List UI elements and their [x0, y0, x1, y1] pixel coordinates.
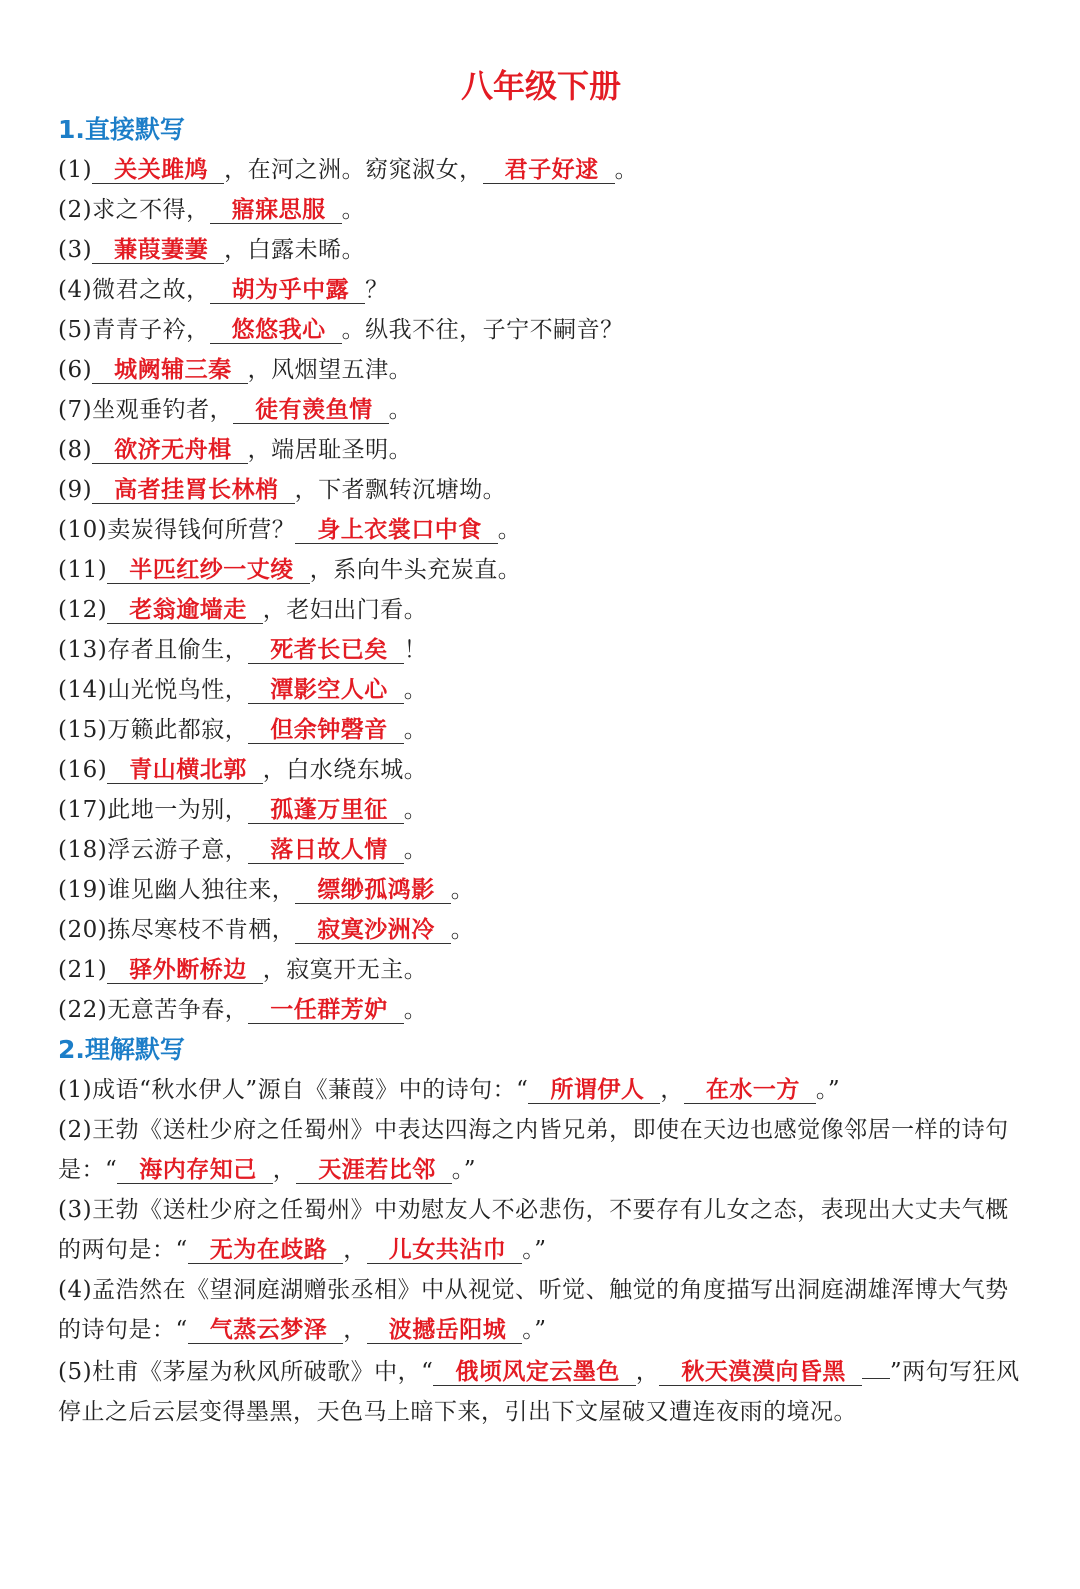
prompt-text: 无意苦争春，: [107, 997, 249, 1023]
prompt-text: ？: [365, 277, 389, 303]
prompt-text: ”两句写狂风停止之后云层变得墨黑，天色马上暗下来，引出下文屋破又遭连夜雨的境况。: [58, 1359, 1020, 1425]
fill-blank-item: [58, 310, 1024, 350]
item-number: (8): [58, 437, 93, 463]
prompt-text: 。: [403, 837, 428, 863]
answer-blank: [295, 877, 451, 904]
answer-text: 潭影空人心: [270, 677, 388, 703]
answer-text: 君子好逑: [504, 157, 599, 183]
answer-text: 死者长已矣: [270, 637, 388, 663]
prompt-text: 。”: [522, 1317, 547, 1343]
fill-blank-item: [58, 630, 1024, 670]
answer-text: 关关雎鸠: [114, 157, 209, 183]
item-number: (13): [58, 637, 108, 663]
prompt-text: 。: [403, 677, 428, 703]
answer-blank: [188, 1317, 344, 1344]
section-heading: 1.直接默写: [58, 115, 185, 144]
item-number: (16): [58, 757, 108, 783]
prompt-text: ，白露未晞。: [224, 237, 366, 263]
fill-blank-item: [58, 510, 1024, 550]
fill-blank-item: [58, 1350, 1024, 1432]
answer-blank: [248, 717, 404, 744]
prompt-text: ，端居耻圣明。: [247, 437, 413, 463]
answer-blank: [248, 997, 404, 1024]
prompt-text: 微君之故，: [92, 277, 210, 303]
prompt-text: ，白水绕东城。: [262, 757, 428, 783]
fill-blank-item: [58, 390, 1024, 430]
fill-blank-item: [58, 1270, 1024, 1350]
answer-text: 老翁逾墙走: [129, 597, 247, 623]
answer-blank: [296, 1157, 452, 1184]
answer-text: 寂寞沙洲冷: [317, 917, 435, 943]
fill-blank-item: [58, 710, 1024, 750]
item-number: (5): [58, 317, 93, 343]
answer-text: 缥缈孤鸿影: [317, 877, 435, 903]
answer-text: 欲济无舟楫: [114, 437, 232, 463]
fill-blank-item: [58, 1190, 1024, 1270]
answer-blank: [248, 797, 404, 824]
section-heading: 2.理解默写: [58, 1035, 185, 1064]
fill-blank-item: [58, 830, 1024, 870]
prompt-text: ，: [272, 1157, 297, 1183]
prompt-text: 。”: [522, 1237, 547, 1263]
prompt-text: 王勃《送杜少府之任蜀州》中表达四海之内皆兄弟，即使在天边也感觉像邻居一样的诗句是：“: [58, 1117, 1009, 1183]
item-number: (12): [58, 597, 108, 623]
prompt-text: 此地一为别，: [107, 797, 249, 823]
fill-blank-item: [58, 990, 1024, 1030]
prompt-text: 谁见幽人独往来，: [107, 877, 296, 903]
prompt-text: ，老妇出门看。: [262, 597, 428, 623]
answer-blank: [248, 677, 404, 704]
prompt-text: 。纵我不往，子宁不嗣音？: [341, 317, 624, 343]
fill-blank-item: [58, 1110, 1024, 1190]
prompt-text: 。”: [451, 1157, 477, 1183]
answer-blank: [107, 757, 263, 784]
prompt-text: ，风烟望五津。: [247, 357, 413, 383]
prompt-text: 。: [614, 157, 639, 183]
item-number: (19): [58, 877, 108, 903]
answer-text: 气蒸云梦泽: [209, 1317, 328, 1343]
prompt-text: 青青子衿，: [92, 317, 210, 343]
item-number: (15): [58, 717, 108, 743]
item-number: (5): [58, 1359, 93, 1385]
answer-text: 驿外断桥边: [129, 957, 247, 983]
item-number: (3): [58, 237, 93, 263]
answer-text: 儿女共沾巾: [388, 1237, 507, 1263]
answer-text: 身上衣裳口中食: [317, 517, 482, 543]
worksheet-page: [0, 62, 1080, 1589]
fill-blank-item: [58, 790, 1024, 830]
fill-blank-item: [58, 950, 1024, 990]
page-title: 八年级下册: [460, 67, 621, 105]
answer-text: 一任群芳妒: [270, 997, 388, 1023]
answer-blank: [367, 1317, 523, 1344]
item-number: (6): [58, 357, 93, 383]
answer-text: 在水一方: [705, 1077, 800, 1103]
prompt-text: 求之不得，: [92, 197, 210, 223]
fill-blank-item: [58, 270, 1024, 310]
answer-blank: [107, 557, 310, 584]
answer-text: 悠悠我心: [231, 317, 326, 343]
answer-blank: [248, 637, 404, 664]
item-number: (11): [58, 557, 108, 583]
answer-blank: [92, 157, 224, 184]
fill-blank-item: [58, 1070, 1024, 1110]
fill-blank-item: [58, 230, 1024, 270]
fill-blank-item: [58, 590, 1024, 630]
item-number: (21): [58, 957, 108, 983]
prompt-text: 卖炭得钱何所营？: [107, 517, 296, 543]
prompt-text: 杜甫《茅屋为秋风所破歌》中，“: [92, 1359, 434, 1385]
prompt-text: ，在河之洲。窈窕淑女，: [224, 157, 483, 183]
prompt-text: 。”: [815, 1077, 841, 1103]
answer-blank: [483, 157, 615, 184]
item-number: (14): [58, 677, 108, 703]
prompt-text: ！: [403, 637, 428, 663]
fill-blank-item: [58, 670, 1024, 710]
answer-text: 蒹葭萋萋: [114, 237, 209, 263]
fill-blank-item: [58, 870, 1024, 910]
answer-text: 城阙辅三秦: [114, 357, 232, 383]
fill-blank-item: [58, 430, 1024, 470]
answer-text: 但余钟磬音: [270, 717, 388, 743]
answer-text: 秋天漠漠向昏黑: [681, 1359, 846, 1385]
answer-blank: [248, 837, 404, 864]
answer-text: 海内存知己: [139, 1157, 257, 1183]
answer-text: 徒有羡鱼情: [255, 397, 373, 423]
fill-blank-item: [58, 350, 1024, 390]
prompt-text: 浮云游子意，: [107, 837, 249, 863]
fill-blank-item: [58, 910, 1024, 950]
fill-blank-item: [58, 190, 1024, 230]
answer-blank: [92, 477, 295, 504]
item-number: (1): [58, 1077, 93, 1103]
item-number: (20): [58, 917, 108, 943]
fill-blank-item: [58, 750, 1024, 790]
answer-blank: [233, 397, 389, 424]
prompt-text: 万籁此都寂，: [107, 717, 249, 743]
item-number: (10): [58, 517, 108, 543]
item-number: (7): [58, 397, 93, 423]
item-number: (17): [58, 797, 108, 823]
answer-text: 孤蓬万里征: [270, 797, 388, 823]
prompt-text: ，: [343, 1317, 367, 1343]
answer-blank: [684, 1077, 816, 1104]
answer-text: 落日故人情: [270, 837, 388, 863]
answer-blank: [659, 1359, 862, 1386]
item-number: (9): [58, 477, 93, 503]
prompt-text: 成语“秋水伊人”源自《蒹葭》中的诗句：“: [92, 1077, 529, 1103]
answer-text: 高者挂罥长林梢: [114, 477, 279, 503]
prompt-text: 孟浩然在《望洞庭湖赠张丞相》中从视觉、听觉、触觉的角度描写出洞庭湖雄浑博大气势的诗句是：“: [58, 1277, 1009, 1343]
prompt-text: ，寂寞开无主。: [262, 957, 428, 983]
prompt-text: ，: [343, 1237, 367, 1263]
answer-text: 所谓伊人: [550, 1077, 645, 1103]
answer-text: 俄顷风定云墨色: [455, 1359, 620, 1385]
item-number: (22): [58, 997, 108, 1023]
answer-blank: [188, 1237, 344, 1264]
answer-blank: [433, 1359, 636, 1386]
prompt-text: 。: [388, 397, 413, 423]
answer-blank: [295, 917, 451, 944]
answer-blank: [528, 1077, 660, 1104]
prompt-text: ，: [635, 1359, 660, 1385]
answer-blank: [295, 517, 498, 544]
fill-blank-item: [58, 150, 1024, 190]
prompt-text: 。: [403, 717, 428, 743]
worksheet-content: [58, 110, 1024, 1432]
answer-text: 无为在歧路: [209, 1237, 328, 1263]
prompt-text: ，: [660, 1077, 684, 1103]
item-number: (3): [58, 1197, 93, 1223]
answer-blank: [92, 437, 248, 464]
fill-blank-item: [58, 470, 1024, 510]
answer-text: 寤寐思服: [231, 197, 326, 223]
prompt-text: 。: [341, 197, 366, 223]
answer-blank: [117, 1157, 273, 1184]
answer-blank: [92, 357, 248, 384]
answer-text: 波撼岳阳城: [388, 1317, 507, 1343]
prompt-text: 。: [403, 797, 428, 823]
fill-blank-item: [58, 550, 1024, 590]
prompt-text: 。: [403, 997, 428, 1023]
item-number: (4): [58, 1277, 93, 1303]
prompt-text: 。: [450, 877, 475, 903]
prompt-text: 存者且偷生，: [107, 637, 249, 663]
answer-text: 青山横北郭: [129, 757, 247, 783]
answer-blank: [107, 597, 263, 624]
item-number: (2): [58, 197, 93, 223]
prompt-text: ，系向牛头充炭直。: [309, 557, 522, 583]
answer-text: 天涯若比邻: [318, 1157, 436, 1183]
item-number: (18): [58, 837, 108, 863]
answer-blank: [210, 317, 342, 344]
answer-text: 半匹红纱一丈绫: [129, 557, 294, 583]
answer-blank: [210, 277, 366, 304]
prompt-text: 王勃《送杜少府之任蜀州》中劝慰友人不必悲伤，不要存有儿女之态，表现出大丈夫气概的两句是：“: [58, 1197, 1009, 1263]
prompt-text: 山光悦鸟性，: [107, 677, 249, 703]
answer-blank: [92, 237, 224, 264]
answer-text: 胡为乎中露: [231, 277, 350, 303]
item-number: (2): [58, 1117, 93, 1143]
item-number: (1): [58, 157, 93, 183]
blank-line: [862, 1350, 890, 1379]
answer-blank: [210, 197, 342, 224]
prompt-text: 。: [497, 517, 522, 543]
prompt-text: 。: [450, 917, 475, 943]
answer-blank: [107, 957, 263, 984]
prompt-text: 坐观垂钓者，: [92, 397, 234, 423]
prompt-text: ，下者飘转沉塘坳。: [294, 477, 507, 503]
item-number: (4): [58, 277, 93, 303]
answer-blank: [367, 1237, 523, 1264]
prompt-text: 拣尽寒枝不肯栖，: [107, 917, 296, 943]
